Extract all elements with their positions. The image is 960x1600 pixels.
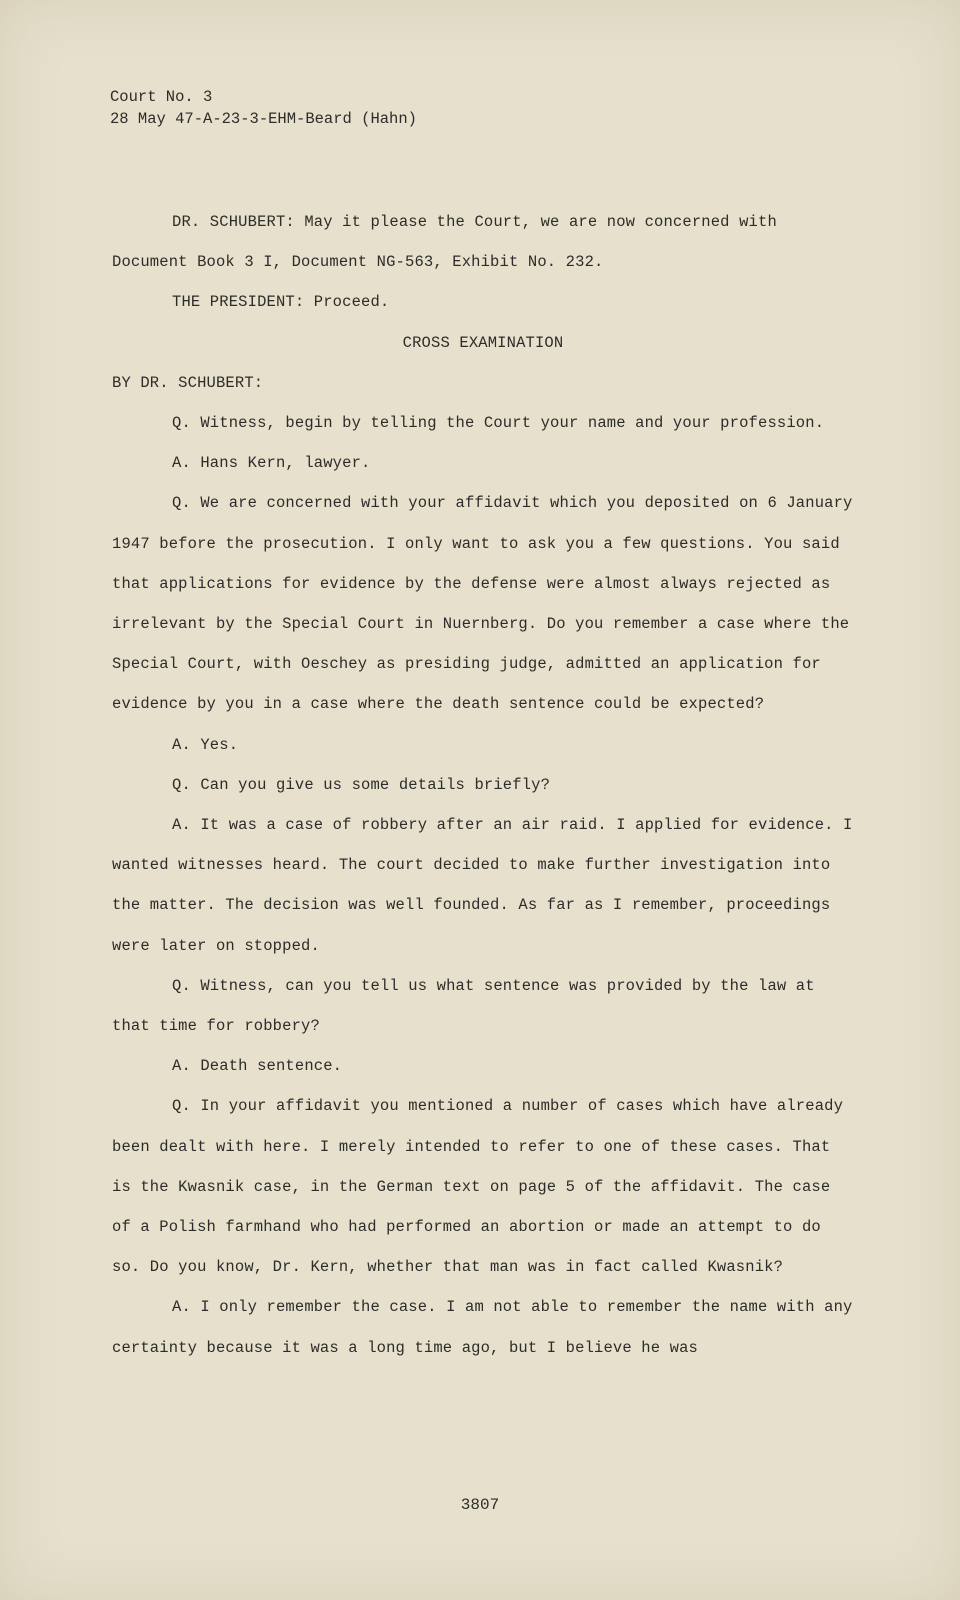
court-number: Court No. 3 <box>110 88 213 106</box>
transcript-paragraph: BY DR. SCHUBERT: <box>112 373 264 392</box>
page-number: 3807 <box>460 1496 500 1514</box>
transcript-paragraph: THE PRESIDENT: Proceed. <box>172 293 390 312</box>
transcript-paragraph: Q. We are concerned with your affidavit which you deposited on 6 January 1947 before the prosecution. I only want to ask you a few questions. You said that applications for evidence by the defense were almost always rejected as irrelevant by the Special Court in Nuernberg. Do you remember a case where the Special Court, with Oeschey as presiding judge, admitted an application for evidence by you in a case where the death sentence could be expected? <box>112 494 853 714</box>
transcript-reference: 28 May 47-A-23-3-EHM-Beard (Hahn) <box>110 110 417 128</box>
transcript-paragraph: DR. SCHUBERT: May it please the Court, we are now concerned with Document Book 3 I, Document NG-563, Exhibit No. 232. <box>112 213 777 272</box>
transcript-paragraph: Q. Witness, can you tell us what sentence was provided by the law at that time for robbery? <box>112 976 815 1036</box>
transcript-paragraph: A. Hans Kern, lawyer. <box>172 454 371 473</box>
transcript-paragraph: CROSS EXAMINATION <box>402 333 564 352</box>
transcript-body <box>112 202 854 1368</box>
transcript-paragraph: Q. Can you give us some details briefly? <box>172 775 551 794</box>
transcript-paragraph: A. Yes. <box>172 735 239 754</box>
document-header <box>110 86 417 130</box>
transcript-paragraph: A. Death sentence. <box>172 1057 343 1076</box>
transcript-paragraph: Q. In your affidavit you mentioned a number of cases which have already been dealt with here. I merely intended to refer to one of these cases. That is the Kwasnik case, in the German text on page 5 of the affidavit. The case of a Polish farmhand who had performed an abortion or made an attempt to do so. Do you know, Dr. Kern, whether that man was in fact called Kwasnik? <box>112 1097 844 1277</box>
transcript-paragraph: A. It was a case of robbery after an air raid. I applied for evidence. I wanted witnesses heard. The court decided to make further investigation into the matter. The decision was well founded. As far as I remember, proceedings were later on stopped. <box>112 816 853 955</box>
transcript-paragraph: Q. Witness, begin by telling the Court your name and your profession. <box>172 414 825 433</box>
transcript-paragraph: A. I only remember the case. I am not able to remember the name with any certainty because it was a long time ago, but I believe he was <box>112 1298 853 1357</box>
